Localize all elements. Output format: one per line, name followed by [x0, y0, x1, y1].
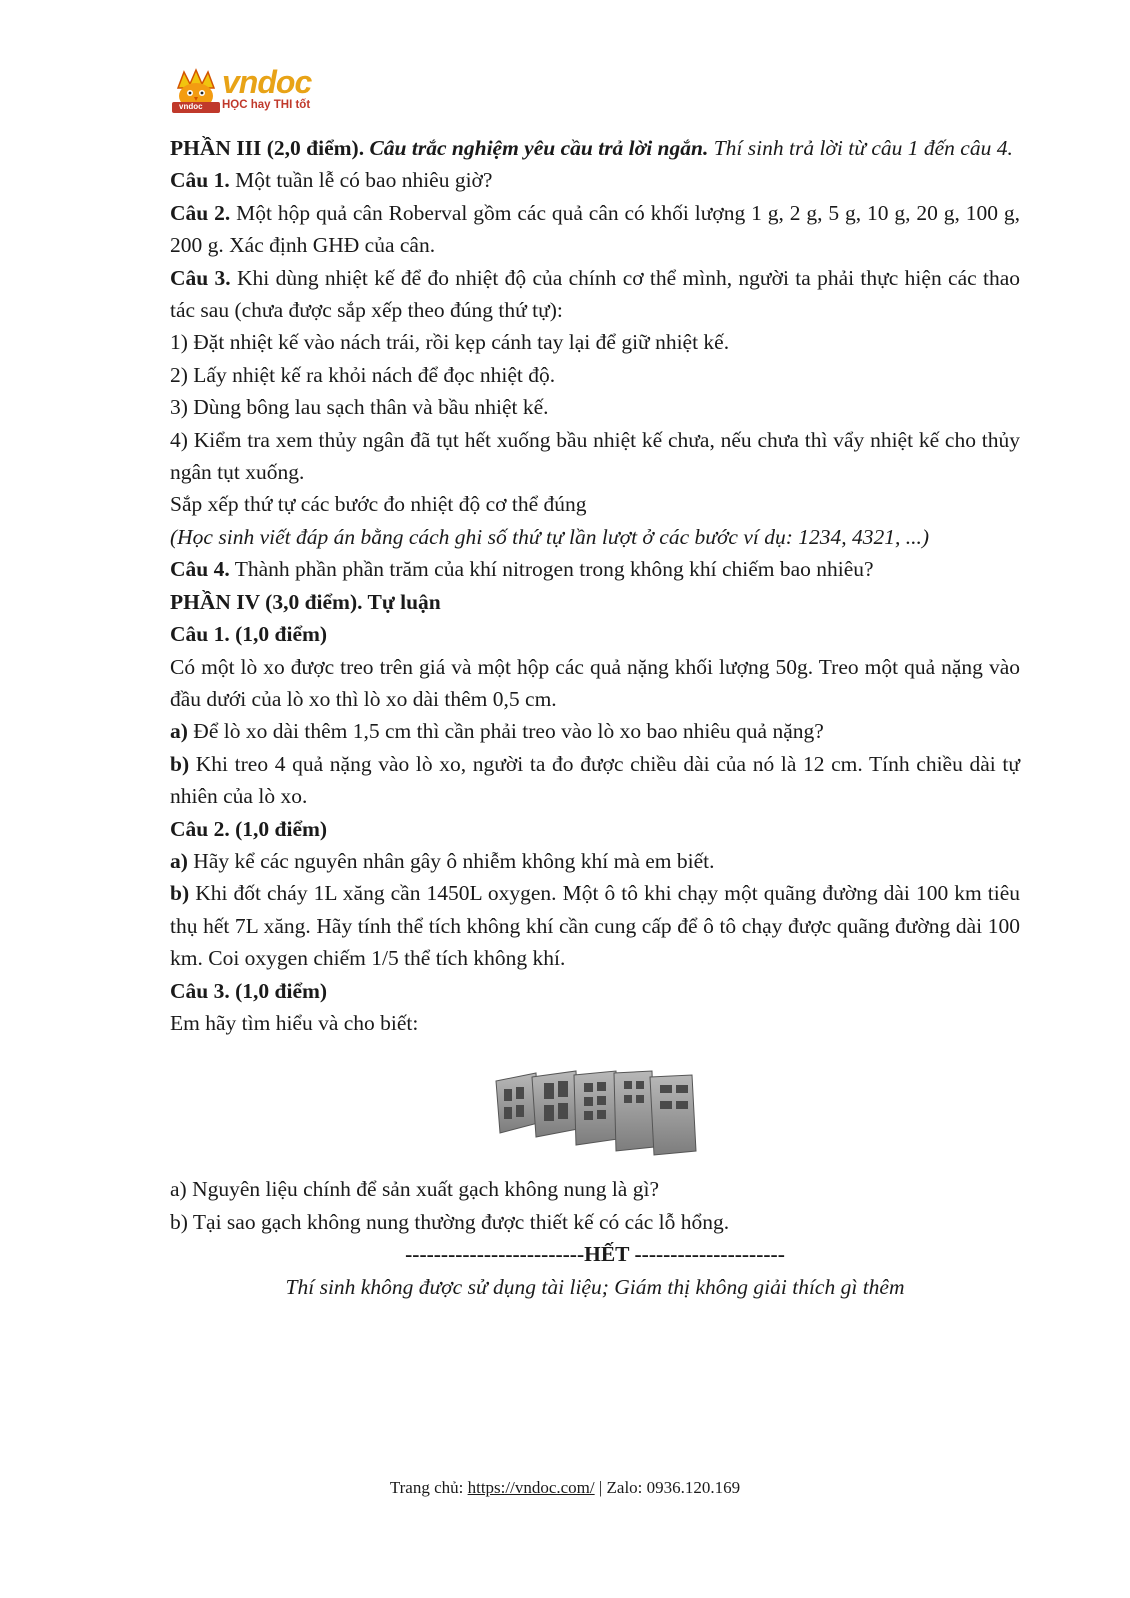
q3-step-3: 3) Dùng bông lau sạch thân và bầu nhiệt kế. [170, 395, 549, 420]
part3-question-3 [170, 262, 1020, 327]
footer-prefix: Trang chủ: [389, 1478, 468, 1497]
unfired-bricks-image [492, 1067, 704, 1159]
subquestion-text: Để lò xo dài thêm 1,5 cm thì cần phải treo vào lò xo bao nhiêu quả nặng? [193, 719, 824, 744]
q3-step-1: 1) Đặt nhiệt kế vào nách trái, rồi kẹp cánh tay lại để giữ nhiệt kế. [170, 330, 730, 355]
logo-wordmark: vndoc [222, 64, 312, 100]
part3-subtitle: Câu trắc nghiệm yêu cầu trả lời ngắn. [369, 136, 709, 160]
part4-question-1-text: Có một lò xo được treo trên giá và một hộp các quả nặng khối lượng 50g. Treo một quả nặng vào đầu dưới của lò xo thì lò xo dài thêm 0,5 cm. [170, 654, 1020, 711]
logo-badge-text: vndoc [179, 102, 203, 111]
part4-question-3b: b) Tại sao gạch không nung thường được thiết kế có các lỗ hổng. [170, 1209, 730, 1234]
question-text: Thành phần phần trăm của khí nitrogen trong không khí chiếm bao nhiêu? [234, 557, 874, 582]
footer-contact: | Zalo: 0936.120.169 [594, 1478, 741, 1497]
part3-question-1 [170, 164, 1020, 196]
question-label: Câu 2. [170, 200, 231, 225]
exam-content [170, 132, 1020, 1303]
part4-question-3a: a) Nguyên liệu chính để sản xuất gạch không nung là gì? [170, 1177, 659, 1202]
question-label: Câu 1. [170, 168, 230, 193]
part4-question-2-label: Câu 2. (1,0 điểm) [170, 816, 328, 841]
q3-prompt: Sắp xếp thứ tự các bước đo nhiệt độ cơ thể đúng [170, 492, 587, 517]
subquestion-label: a) [170, 719, 188, 744]
part4-question-1b [170, 748, 1020, 813]
page-footer [0, 1478, 1130, 1498]
end-marker: -------------------------HẾT --------------------- [405, 1242, 785, 1267]
subquestion-text: Khi treo 4 quả nặng vào lò xo, người ta đo được chiều dài của nó là 12 cm. Tính chiều dài tự nhiên của lò xo. [170, 751, 1021, 809]
part3-heading [170, 132, 1020, 164]
footer-home-link[interactable]: https://vndoc.com/ [467, 1478, 595, 1497]
question-text: Khi dùng nhiệt kế để đo nhiệt độ của chính cơ thể mình, người ta phải thực hiện các thao tác sau (chưa được sắp xếp theo đúng thứ tự): [170, 265, 1020, 323]
question-label: Câu 4. [170, 557, 230, 582]
part4-question-2b [170, 877, 1020, 974]
part3-question-4 [170, 553, 1020, 585]
part3-instruction: Thí sinh trả lời từ câu 1 đến câu 4. [713, 136, 1013, 160]
part4-question-3-label: Câu 3. (1,0 điểm) [170, 978, 328, 1003]
part4-title: PHẦN IV (3,0 điểm). Tự luận [170, 589, 441, 614]
q3-step-4: 4) Kiểm tra xem thủy ngân đã tụt hết xuống bầu nhiệt kế chưa, nếu chưa thì vẩy nhiệt kế cho thủy ngân tụt xuống. [170, 427, 1020, 485]
subquestion-label: b) [170, 881, 190, 906]
end-note: Thí sinh không được sử dụng tài liệu; Giám thị không giải thích gì thêm [285, 1274, 905, 1299]
subquestion-text: Khi đốt cháy 1L xăng cần 1450L oxygen. Một ô tô khi chạy một quãng đường dài 100 km tiêu thụ hết 7L xăng. Hãy tính thể tích không khí cần cung cấp để ô tô chạy được quãng đường dài 100 km. Coi oxygen chiếm 1/5 thể tích không khí. [170, 881, 1021, 971]
vndoc-logo[interactable] [170, 66, 330, 118]
part4-question-3-text: Em hãy tìm hiểu và cho biết: [170, 1010, 419, 1035]
subquestion-label: b) [170, 751, 190, 776]
part3-question-2 [170, 197, 1020, 262]
logo-slogan: HỌC hay THI tốt [222, 99, 311, 111]
part4-question-1-label: Câu 1. (1,0 điểm) [170, 622, 328, 647]
q3-step-2: 2) Lấy nhiệt kế ra khỏi nách để đọc nhiệt độ. [170, 362, 556, 387]
subquestion-text: Hãy kể các nguyên nhân gây ô nhiễm không khí mà em biết. [193, 848, 715, 873]
subquestion-label: a) [170, 848, 188, 873]
question-text: Một hộp quả cân Roberval gồm các quả cân có khối lượng 1 g, 2 g, 5 g, 10 g, 20 g, 100 g, 200 g. Xác định GHĐ của cân. [170, 200, 1020, 258]
question-label: Câu 3. [170, 265, 231, 290]
part4-question-2a [170, 845, 1020, 877]
bricks-figure [170, 1067, 1020, 1163]
part3-title: PHẦN III (2,0 điểm). [170, 136, 365, 160]
question-text: Một tuần lễ có bao nhiêu giờ? [235, 168, 493, 193]
part4-question-1a [170, 715, 1020, 747]
q3-answer-note: (Học sinh viết đáp án bằng cách ghi số thứ tự lần lượt ở các bước ví dụ: 1234, 4321, ...) [170, 524, 930, 549]
